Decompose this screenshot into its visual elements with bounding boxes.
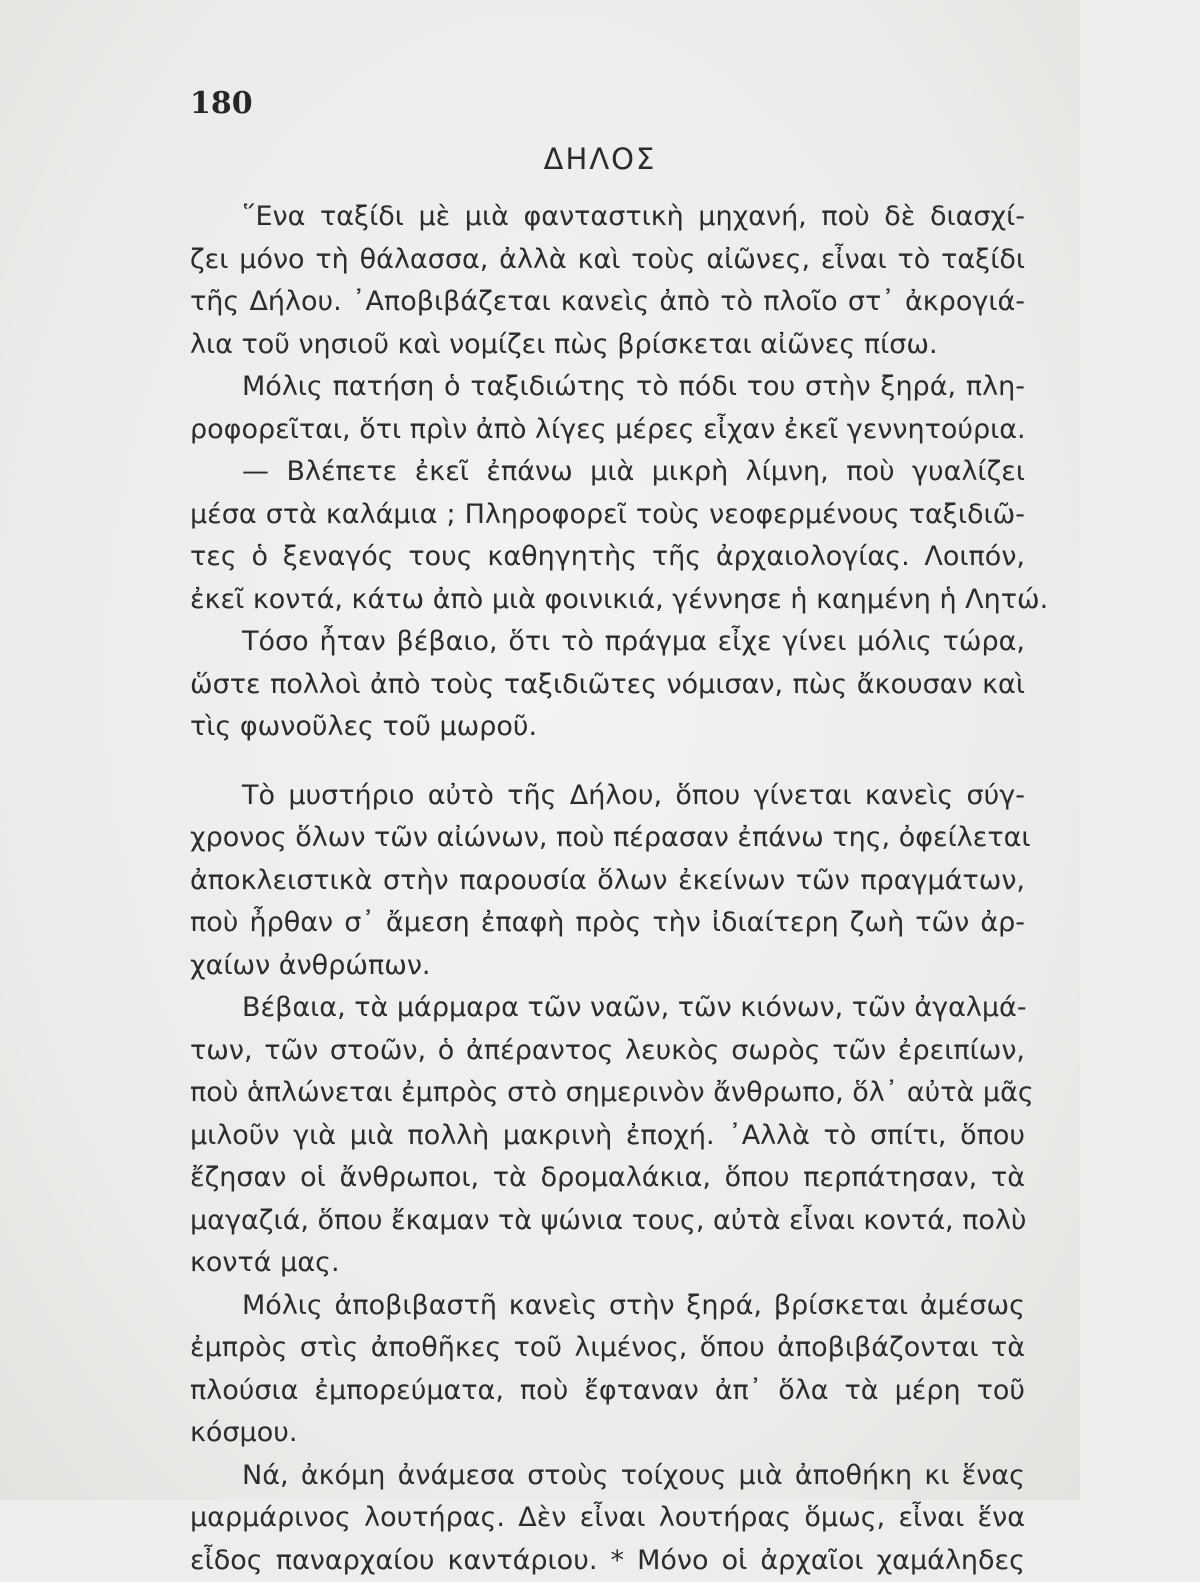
text-line: κόσμου. bbox=[190, 1412, 1025, 1455]
text-line: ἐκεῖ κοντά, κάτω ἀπὸ μιὰ φοινικιά, γέννησε ἡ καημένη ἡ Λητώ. bbox=[190, 579, 1025, 622]
body-text bbox=[190, 196, 1025, 1582]
text-line: Νά, ἀκόμη ἀνάμεσα στοὺς τοίχους μιὰ ἀποθήκη κι ἕνας bbox=[190, 1455, 1025, 1498]
text-line: ποὺ ἦρθαν σ᾿ ἄμεση ἐπαφὴ πρὸς τὴν ἰδιαίτερη ζωὴ τῶν ἀρ- bbox=[190, 902, 1025, 945]
text-line: Τὸ μυστήριο αὐτὸ τῆς Δήλου, ὅπου γίνεται κανεὶς σύγ- bbox=[190, 775, 1025, 818]
text-line: τὶς φωνοῦλες τοῦ μωροῦ. bbox=[190, 706, 1025, 749]
text-line: Μόλις ἀποβιβαστῆ κανεὶς στὴν ξηρά, βρίσκεται ἀμέσως bbox=[190, 1285, 1025, 1328]
page-number: 180 bbox=[190, 86, 253, 121]
text-line: ὥστε πολλοὶ ἀπὸ τοὺς ταξιδιῶτες νόμισαν, πὼς ἄκουσαν καὶ bbox=[190, 664, 1025, 707]
text-line: τες ὁ ξεναγός τους καθηγητὴς τῆς ἀρχαιολογίας. Λοιπόν, bbox=[190, 536, 1025, 579]
text-line: μιλοῦν γιὰ μιὰ πολλὴ μακρινὴ ἐποχή. ᾿Αλλὰ τὸ σπίτι, ὅπου bbox=[190, 1115, 1025, 1158]
text-line: ζει μόνο τὴ θάλασσα, ἀλλὰ καὶ τοὺς αἰῶνες, εἶναι τὸ ταξίδι bbox=[190, 239, 1025, 282]
text-line: ῞Ενα ταξίδι μὲ μιὰ φανταστικὴ μηχανή, ποὺ δὲ διασχί- bbox=[190, 196, 1025, 239]
text-line: ροφορεῖται, ὅτι πρὶν ἀπὸ λίγες μέρες εἶχαν ἐκεῖ γεννητούρια. bbox=[190, 409, 1025, 452]
text-line: μαρμάρινος λουτήρας. Δὲν εἶναι λουτήρας ὅμως, εἶναι ἕνα bbox=[190, 1497, 1025, 1540]
text-line: μαγαζιά, ὅπου ἔκαμαν τὰ ψώνια τους, αὐτὰ εἶναι κοντά, πολὺ bbox=[190, 1200, 1025, 1243]
text-line: ποὺ ἁπλώνεται ἐμπρὸς στὸ σημερινὸν ἄνθρωπο, ὅλ᾿ αὐτὰ μᾶς bbox=[190, 1072, 1025, 1115]
text-line: εἶδος παναρχαίου καντάριου. * Μόνο οἱ ἀρχαῖοι χαμάληδες bbox=[190, 1540, 1025, 1582]
text-line: ἀποκλειστικὰ στὴν παρουσία ὅλων ἐκείνων τῶν πραγμάτων, bbox=[190, 860, 1025, 903]
text-line: των, τῶν στοῶν, ὁ ἀπέραντος λευκὸς σωρὸς τῶν ἐρειπίων, bbox=[190, 1030, 1025, 1073]
text-line: Τόσο ἦταν βέβαιο, ὅτι τὸ πράγμα εἶχε γίνει μόλις τώρα, bbox=[190, 621, 1025, 664]
text-line: Βέβαια, τὰ μάρμαρα τῶν ναῶν, τῶν κιόνων, τῶν ἀγαλμά- bbox=[190, 987, 1025, 1030]
paragraph-gap bbox=[190, 749, 1025, 775]
text-line: χαίων ἀνθρώπων. bbox=[190, 945, 1025, 988]
text-line: — Βλέπετε ἐκεῖ ἐπάνω μιὰ μικρὴ λίμνη, ποὺ γυαλίζει bbox=[190, 451, 1025, 494]
text-line: Μόλις πατήση ὁ ταξιδιώτης τὸ πόδι του στὴν ξηρά, πλη- bbox=[190, 366, 1025, 409]
text-line: χρονος ὅλων τῶν αἰώνων, ποὺ πέρασαν ἐπάνω της, ὀφείλεται bbox=[190, 817, 1025, 860]
text-line: ἐμπρὸς στὶς ἀποθῆκες τοῦ λιμένος, ὅπου ἀποβιβάζονται τὰ bbox=[190, 1327, 1025, 1370]
text-line: μέσα στὰ καλάμια ; Πληροφορεῖ τοὺς νεοφερμένους ταξιδιῶ- bbox=[190, 494, 1025, 537]
text-line: κοντά μας. bbox=[190, 1242, 1025, 1285]
text-line: ἔζησαν οἱ ἄνθρωποι, τὰ δρομαλάκια, ὅπου περπάτησαν, τὰ bbox=[190, 1157, 1025, 1200]
text-line: πλούσια ἐμπορεύματα, ποὺ ἔφταναν ἀπ᾿ ὅλα τὰ μέρη τοῦ bbox=[190, 1370, 1025, 1413]
chapter-title: ΔΗΛΟΣ bbox=[0, 142, 1200, 176]
text-line: τῆς Δήλου. ᾿Αποβιβάζεται κανεὶς ἀπὸ τὸ πλοῖο στ᾿ ἀκρογιά- bbox=[190, 281, 1025, 324]
text-line: λια τοῦ νησιοῦ καὶ νομίζει πὼς βρίσκεται αἰῶνες πίσω. bbox=[190, 324, 1025, 367]
